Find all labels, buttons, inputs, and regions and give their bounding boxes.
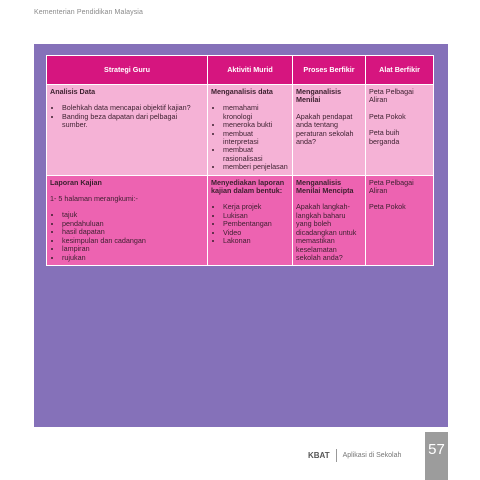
strategi-title: Analisis Data (50, 87, 96, 96)
cell-strategi (47, 85, 208, 176)
list-item: • tajuk (62, 211, 203, 219)
aktiviti-title: Menyediakan laporan kajian dalam bentuk: (211, 177, 285, 196)
cell-aktiviti (208, 175, 293, 266)
list-item: • kesimpulan dan cadangan (62, 237, 203, 245)
cell-alat (366, 85, 434, 176)
list-item: • membuat rasionalisasi (223, 146, 288, 163)
list-item: • membuat interpretasi (223, 130, 288, 147)
list-item: • pendahuluan (62, 220, 203, 228)
list-item: • Kerja projek (223, 203, 288, 211)
cell-strategi (47, 175, 208, 266)
list-item: • Video (223, 229, 288, 237)
list-item: • rujukan (62, 254, 203, 262)
header-strategi: Strategi Guru (47, 56, 208, 85)
list-item: • memberi penjelasan (223, 163, 288, 171)
list-item: • hasil dapatan (62, 228, 203, 236)
cell-aktiviti (208, 85, 293, 176)
proses-question: Apakah pendapat anda tentang peraturan sekolah anda? (296, 111, 354, 147)
cell-proses (293, 175, 366, 266)
aktiviti-title: Menganalisis data (211, 87, 273, 96)
strategi-intro: 1- 5 halaman merangkumi:- (50, 194, 138, 204)
list-item: • meneroka bukti (223, 121, 288, 129)
kbat-table (46, 55, 434, 266)
list-item: • Bolehkah data mencapai objektif kajian? (62, 104, 203, 112)
proses-question: Apakah langkah-langkah baharu yang boleh dicadangkan untuk memastikan keselamatan sekolah anda? (296, 202, 357, 262)
header-proses: Proses Berfikir (293, 56, 366, 85)
proses-title: Menganalisis Menilai Mencipta (296, 177, 354, 196)
table-header-row (47, 56, 434, 85)
footer-divider (336, 449, 337, 462)
table-row (47, 85, 434, 176)
footer (308, 441, 401, 469)
cell-alat (366, 175, 434, 266)
list-item: • memahami kronologi (223, 104, 288, 121)
cell-proses (293, 85, 366, 176)
list-item: • Lakonan (223, 237, 288, 245)
strategi-title: Laporan Kajian (50, 177, 102, 187)
proses-title: Menganalisis Menilai (296, 87, 342, 105)
header-aktiviti: Aktiviti Murid (208, 56, 293, 85)
alat-item: Peta Pelbagai Aliran (369, 177, 414, 196)
list-item: • lampiran (62, 245, 203, 253)
header-alat: Alat Berfikir (366, 56, 434, 85)
page-number: 57 (425, 432, 448, 480)
footer-kbat: KBAT (308, 450, 330, 460)
alat-item: Peta buih berganda (369, 128, 400, 146)
list-item: • Banding beza dapatan dari pelbagai sumber. (62, 113, 203, 130)
list-item: • Lukisan (223, 212, 288, 220)
ministry-header: Kementerian Pendidikan Malaysia (34, 9, 143, 16)
alat-item: Peta Pelbagai Aliran (369, 87, 414, 105)
alat-item: Peta Pokok (369, 111, 406, 121)
table-row (47, 175, 434, 266)
footer-section: Aplikasi di Sekolah (342, 451, 402, 459)
alat-item: Peta Pokok (369, 202, 406, 212)
list-item: • Pembentangan (223, 220, 288, 228)
